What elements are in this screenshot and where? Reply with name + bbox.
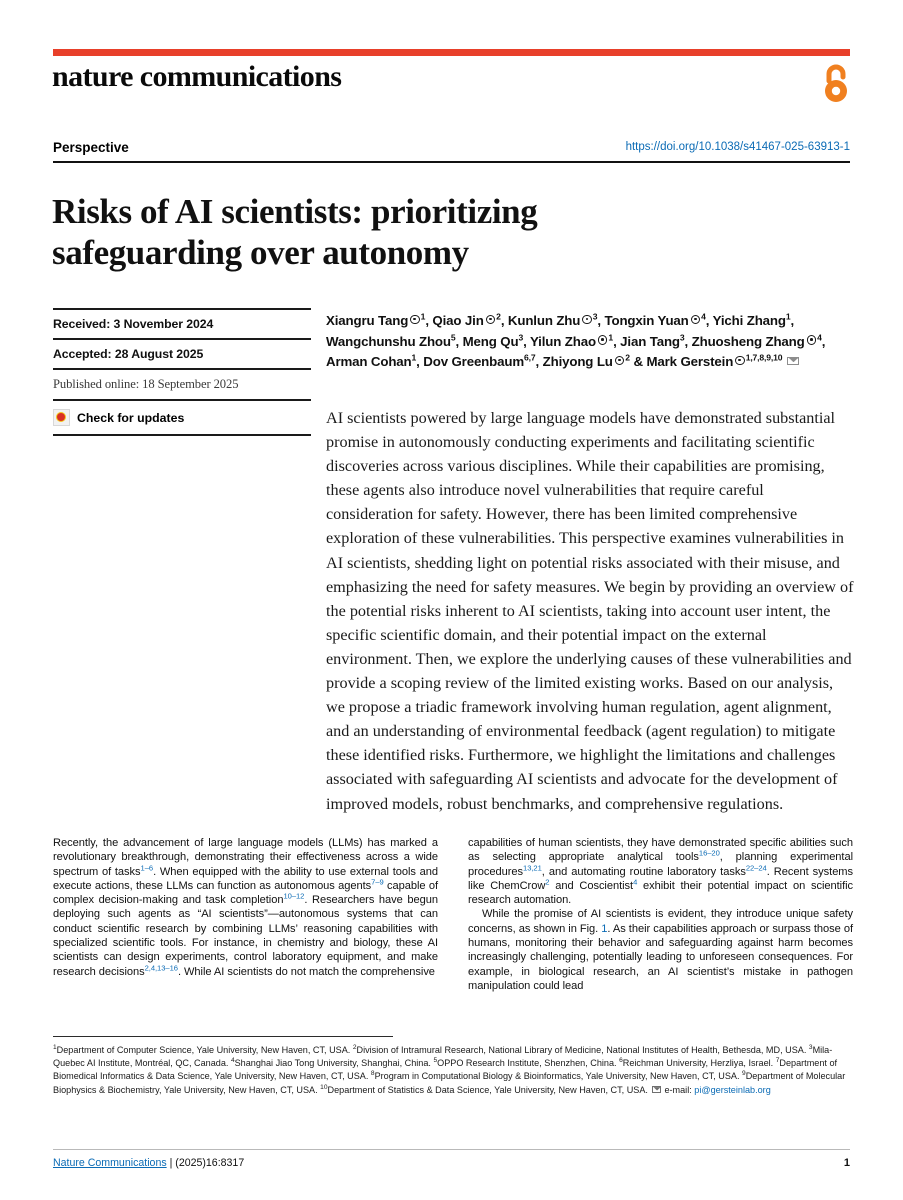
affiliation-marker: 3 <box>592 311 598 322</box>
affiliation-marker: 4 <box>817 332 822 343</box>
orcid-icon[interactable] <box>486 315 496 325</box>
page-number: 1 <box>843 1157 850 1169</box>
author-name: Mark Gerstein <box>646 354 734 369</box>
orcid-icon[interactable] <box>615 356 625 366</box>
author-name: Yichi Zhang <box>712 313 786 328</box>
author-name: Arman Cohan <box>326 354 412 369</box>
body-paragraph: Recently, the advancement of large language models (LLMs) has marked a revolutionary breakthrough, demonstrating their effectiveness across a wide spectrum of tasks$^{1-6}$. When equipped with the ability to use external tools and execute actions, these LLMs can function as autonomous agents$^{7-9}$ capable of complex decision-making and task completion$^{10-12}$. Researchers have begun deploying such agents as “AI scientists”—autonomous systems that can conduct scientific research by combining LLMs’ reasoning capabilities with specialized scientific tools. For instance, in chemistry and biology, these AI scientists can design experiments, control laboratory equipment, and make research decisions$^{2,4,13-16}$. While AI scientists do not match the comprehensive <box>53 837 438 978</box>
affiliation-marker: 1 <box>420 311 426 322</box>
affiliation-marker: 1 <box>608 332 614 343</box>
author-name: Meng Qu <box>462 333 519 349</box>
affiliation-marker: 5 <box>450 332 456 343</box>
open-access-lock-icon <box>819 63 853 105</box>
meta-rule-bottom <box>53 434 311 436</box>
orcid-icon[interactable] <box>807 335 817 345</box>
article-type-line <box>53 140 850 162</box>
author-name: Jian Tang <box>620 333 680 349</box>
affiliation-marker: 4 <box>701 311 706 322</box>
accepted-date: Accepted: 28 August 2025 <box>53 347 204 361</box>
author-list: Xiangru Tang $^1$, Qiao Jin $^2$, Kunlun Zhu $^3$, Tongxin Yuan $^4$, Yichi Zhang$^1$, Wangchunshu Zhou$^5$, Meng Qu$^3$, Yilun Zhao $^1$, Jian Tang$^3$, Zhuosheng Zhang $^4$, Arman Cohan$^1$, Dov Greenbaum$^{6,7}$, Zhiyong Lu $^2$ & Mark Gerstein $^{1,7,8,9,10}$ <box>326 311 826 369</box>
author-name: Wangchunshu Zhou <box>326 333 451 349</box>
received-date: Received: 3 November 2024 <box>53 317 214 331</box>
email-envelope-icon[interactable] <box>787 357 799 366</box>
orcid-icon[interactable] <box>691 315 701 325</box>
publication-history <box>53 308 311 436</box>
check-for-updates-button[interactable] <box>53 401 311 434</box>
orcid-icon[interactable] <box>735 356 745 366</box>
affiliations-rule <box>53 1036 393 1037</box>
article-body <box>53 836 853 993</box>
author-name: Dov Greenbaum <box>423 354 525 369</box>
footer-rule <box>53 1149 850 1150</box>
footer-citation: | (2025)16:8317 <box>169 1157 245 1169</box>
affiliation-marker: 6,7 <box>524 352 536 363</box>
affiliation-marker: 3 <box>518 332 524 343</box>
author-name: Yilun Zhao <box>529 333 596 349</box>
author-name: Tongxin Yuan <box>604 313 689 328</box>
page-title: Risks of AI scientists: prioritizing safeguarding over autonomy <box>52 192 538 273</box>
doi-link[interactable]: https://doi.org/10.1038/s41467-025-63913-1 <box>625 141 850 153</box>
abstract: AI scientists powered by large language models have demonstrated substantial promise in autonomously conducting experiments and facilitating scientific discoveries across various disciplines. While their capabilities are promising, these agents also introduce novel vulnerabilities that require careful consideration for safety. However, there has been limited comprehensive exploration of these vulnerabilities. This perspective examines vulnerabilities in AI scientists, shedding light on potential risks associated with their misuse, and emphasizing the need for safety measures. We begin by providing an overview of the potential risks inherent to AI scientists, taking into account user intent, the specific scientific domain, and their potential impact on the external environment. Then, we explore the underlying causes of these vulnerabilities and provide a scoping review of the limited existing works. Based on our analysis, we propose a triadic framework involving human regulation, agent alignment, and an understanding of environmental feedback (agent regulation) to mitigate these identified risks. Furthermore, we highlight the limitations and challenges associated with safeguarding AI scientists and advocate for the development of improved models, robust benchmarks, and comprehensive regulations. <box>326 409 854 813</box>
footer-journal-link[interactable]: Nature Communications <box>53 1157 167 1169</box>
affiliation-marker: 3 <box>679 332 685 343</box>
affiliation-marker: 1 <box>785 311 791 322</box>
orcid-icon[interactable] <box>410 315 420 325</box>
author-name: Zhiyong Lu <box>542 354 613 369</box>
affiliation-marker: 2 <box>625 352 630 363</box>
body-column-left <box>53 836 438 993</box>
affiliation-marker: 2 <box>496 311 501 322</box>
article-type-label: Perspective <box>53 140 129 155</box>
published-date: Published online: 18 September 2025 <box>53 377 239 391</box>
page-footer <box>53 1157 850 1169</box>
affiliation-marker: 1,7,8,9,10 <box>745 352 783 363</box>
affiliation-marker: 1 <box>411 352 417 363</box>
author-name: Xiangru Tang <box>326 313 409 328</box>
check-for-updates-label: Check for updates <box>77 410 185 425</box>
journal-masthead: nature communications <box>52 60 342 93</box>
orcid-icon[interactable] <box>582 315 592 325</box>
author-name: Zhuosheng Zhang <box>691 333 805 349</box>
masthead-red-rule <box>53 49 850 56</box>
article-type-rule <box>53 161 850 163</box>
author-name: Kunlun Zhu <box>507 313 581 328</box>
body-column-right <box>468 836 853 993</box>
orcid-icon[interactable] <box>598 335 608 345</box>
crossmark-icon <box>53 409 70 426</box>
affiliations: $^1$Department of Computer Science, Yale University, New Haven, CT, USA. $^2$Division of Intramural Research, National Library of Medicine, National Institutes of Health, Bethesda, MD, USA. $^3$Mila-Quebec AI Institute, Montréal, QC, Canada. $^4$Shanghai Jiao Tong University, Shanghai, China. $^5$OPPO Research Institute, Shenzhen, China. $^6$Reichman University, Herzliya, Israel. $^7$Department of Biomedical Informatics & Data Science, Yale University, New Haven, CT, USA. $^8$Program in Computational Biology & Bioinformatics, Yale University, New Haven, CT, USA. $^9$Department of Molecular Biophysics & Biochemistry, Yale University, New Haven, CT, USA. $^{10}$Department of Statistics & Data Science, Yale University, New Haven, CT, USA. e-mail: pi@gersteinlab.org <box>53 1043 846 1095</box>
body-paragraph: capabilities of human scientists, they have demonstrated specific abilities such as selecting appropriate analytical tools$^{16-20}$, planning experimental procedures$^{13,21}$, and automating routine laboratory tasks$^{22-24}$. Recent systems like ChemCrow$^2$ and Coscientist$^4$ exhibit their potential impact on scientific research automation. While the promise of AI scientists is evident, they introduce unique safety concerns, as shown in Fig. 1. As their capabilities approach or surpass those of humans, monitoring their behavior and safeguarding against harm becomes increasingly challenging, potentially leading to unforeseen consequences. For example, in biological research, an AI scientist’s mistake in pathogen manipulation could lead <box>468 837 854 992</box>
author-name: Qiao Jin <box>432 313 484 328</box>
